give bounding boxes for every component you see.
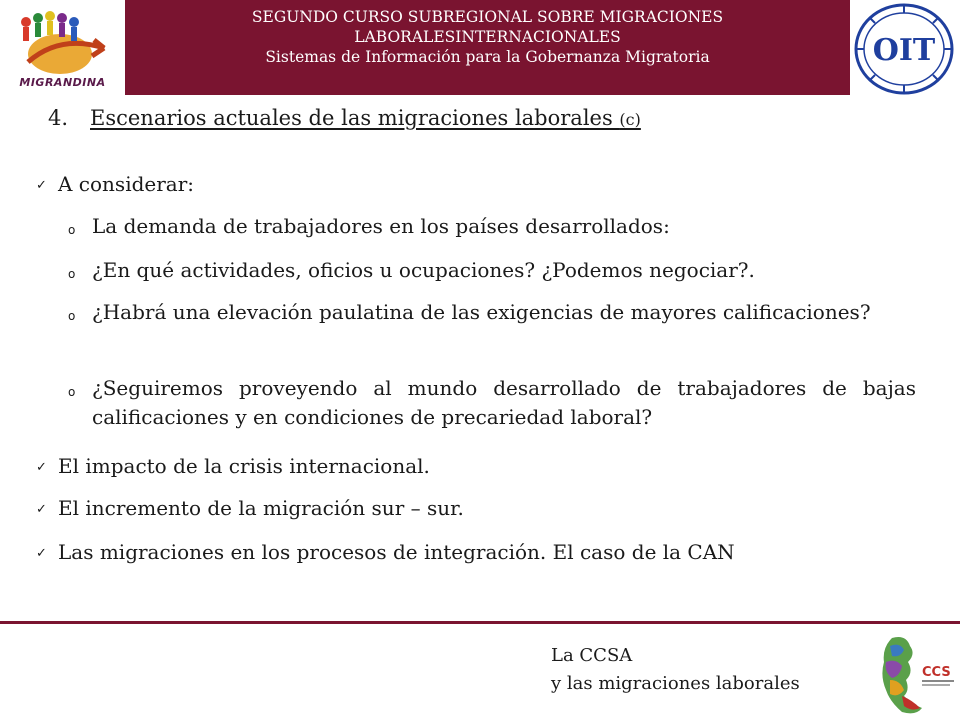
list-item: [36, 170, 194, 200]
footer-divider: [0, 621, 960, 624]
title-suffix: (c): [619, 110, 641, 129]
ccsa-map-graphic: [872, 632, 958, 718]
check-icon: ✓: [36, 502, 47, 517]
sub-item: [68, 212, 916, 241]
circle-bullet-icon: o: [68, 267, 76, 281]
ccsa-logo: [872, 632, 958, 718]
list-item: [36, 452, 430, 482]
footer-line-2: y las migraciones laborales: [551, 673, 800, 694]
ccsa-logo-text: CCS: [922, 665, 951, 680]
check-icon: ✓: [36, 460, 47, 475]
title-text: Escenarios actuales de las migraciones laborales: [90, 106, 620, 130]
banner-line-3: Sistemas de Información para la Gobernanza Migratoria: [265, 48, 710, 66]
list-item: [36, 494, 464, 524]
sub-item-3: ¿Habrá una elevación paulatina de las exigencias de mayores calificaciones?: [92, 300, 871, 324]
check-icon: ✓: [36, 178, 47, 193]
sub-item: [68, 374, 916, 432]
item-a-considerar: A considerar:: [58, 172, 195, 196]
title-number: 4.: [48, 106, 69, 130]
item-procesos: Las migraciones en los procesos de integración. El caso de la CAN: [58, 540, 735, 564]
banner-line-2: LABORALESINTERNACIONALES: [354, 28, 621, 46]
item-impacto: El impacto de la crisis internacional.: [58, 454, 430, 478]
footer-caption: [551, 642, 800, 698]
sub-item-4: ¿Seguiremos proveyendo al mundo desarrollado de trabajadores de bajas calificaciones y en condiciones de precariedad laboral?: [92, 376, 916, 429]
oit-logo-text: OIT: [872, 33, 936, 68]
footer-line-1: La CCSA: [551, 645, 633, 666]
sub-item: [68, 298, 916, 327]
migrandina-logo-text: MIGRANDINA: [19, 76, 106, 89]
sub-item: [68, 256, 916, 285]
circle-bullet-icon: o: [68, 309, 76, 323]
slide-title: [48, 106, 641, 130]
item-incremento: El incremento de la migración sur – sur.: [58, 496, 464, 520]
sub-item-2: ¿En qué actividades, oficios u ocupaciones? ¿Podemos negociar?.: [92, 258, 755, 282]
sub-item-1: La demanda de trabajadores en los países desarrollados:: [92, 214, 670, 238]
circle-bullet-icon: o: [68, 385, 76, 399]
check-icon: ✓: [36, 546, 47, 561]
list-item: [36, 538, 735, 568]
oit-logo-graphic: [852, 2, 956, 96]
oit-logo: [852, 2, 956, 96]
banner-line-1: SEGUNDO CURSO SUBREGIONAL SOBRE MIGRACIONES: [251, 8, 724, 26]
header-banner: [125, 0, 850, 95]
circle-bullet-icon: o: [68, 223, 76, 237]
